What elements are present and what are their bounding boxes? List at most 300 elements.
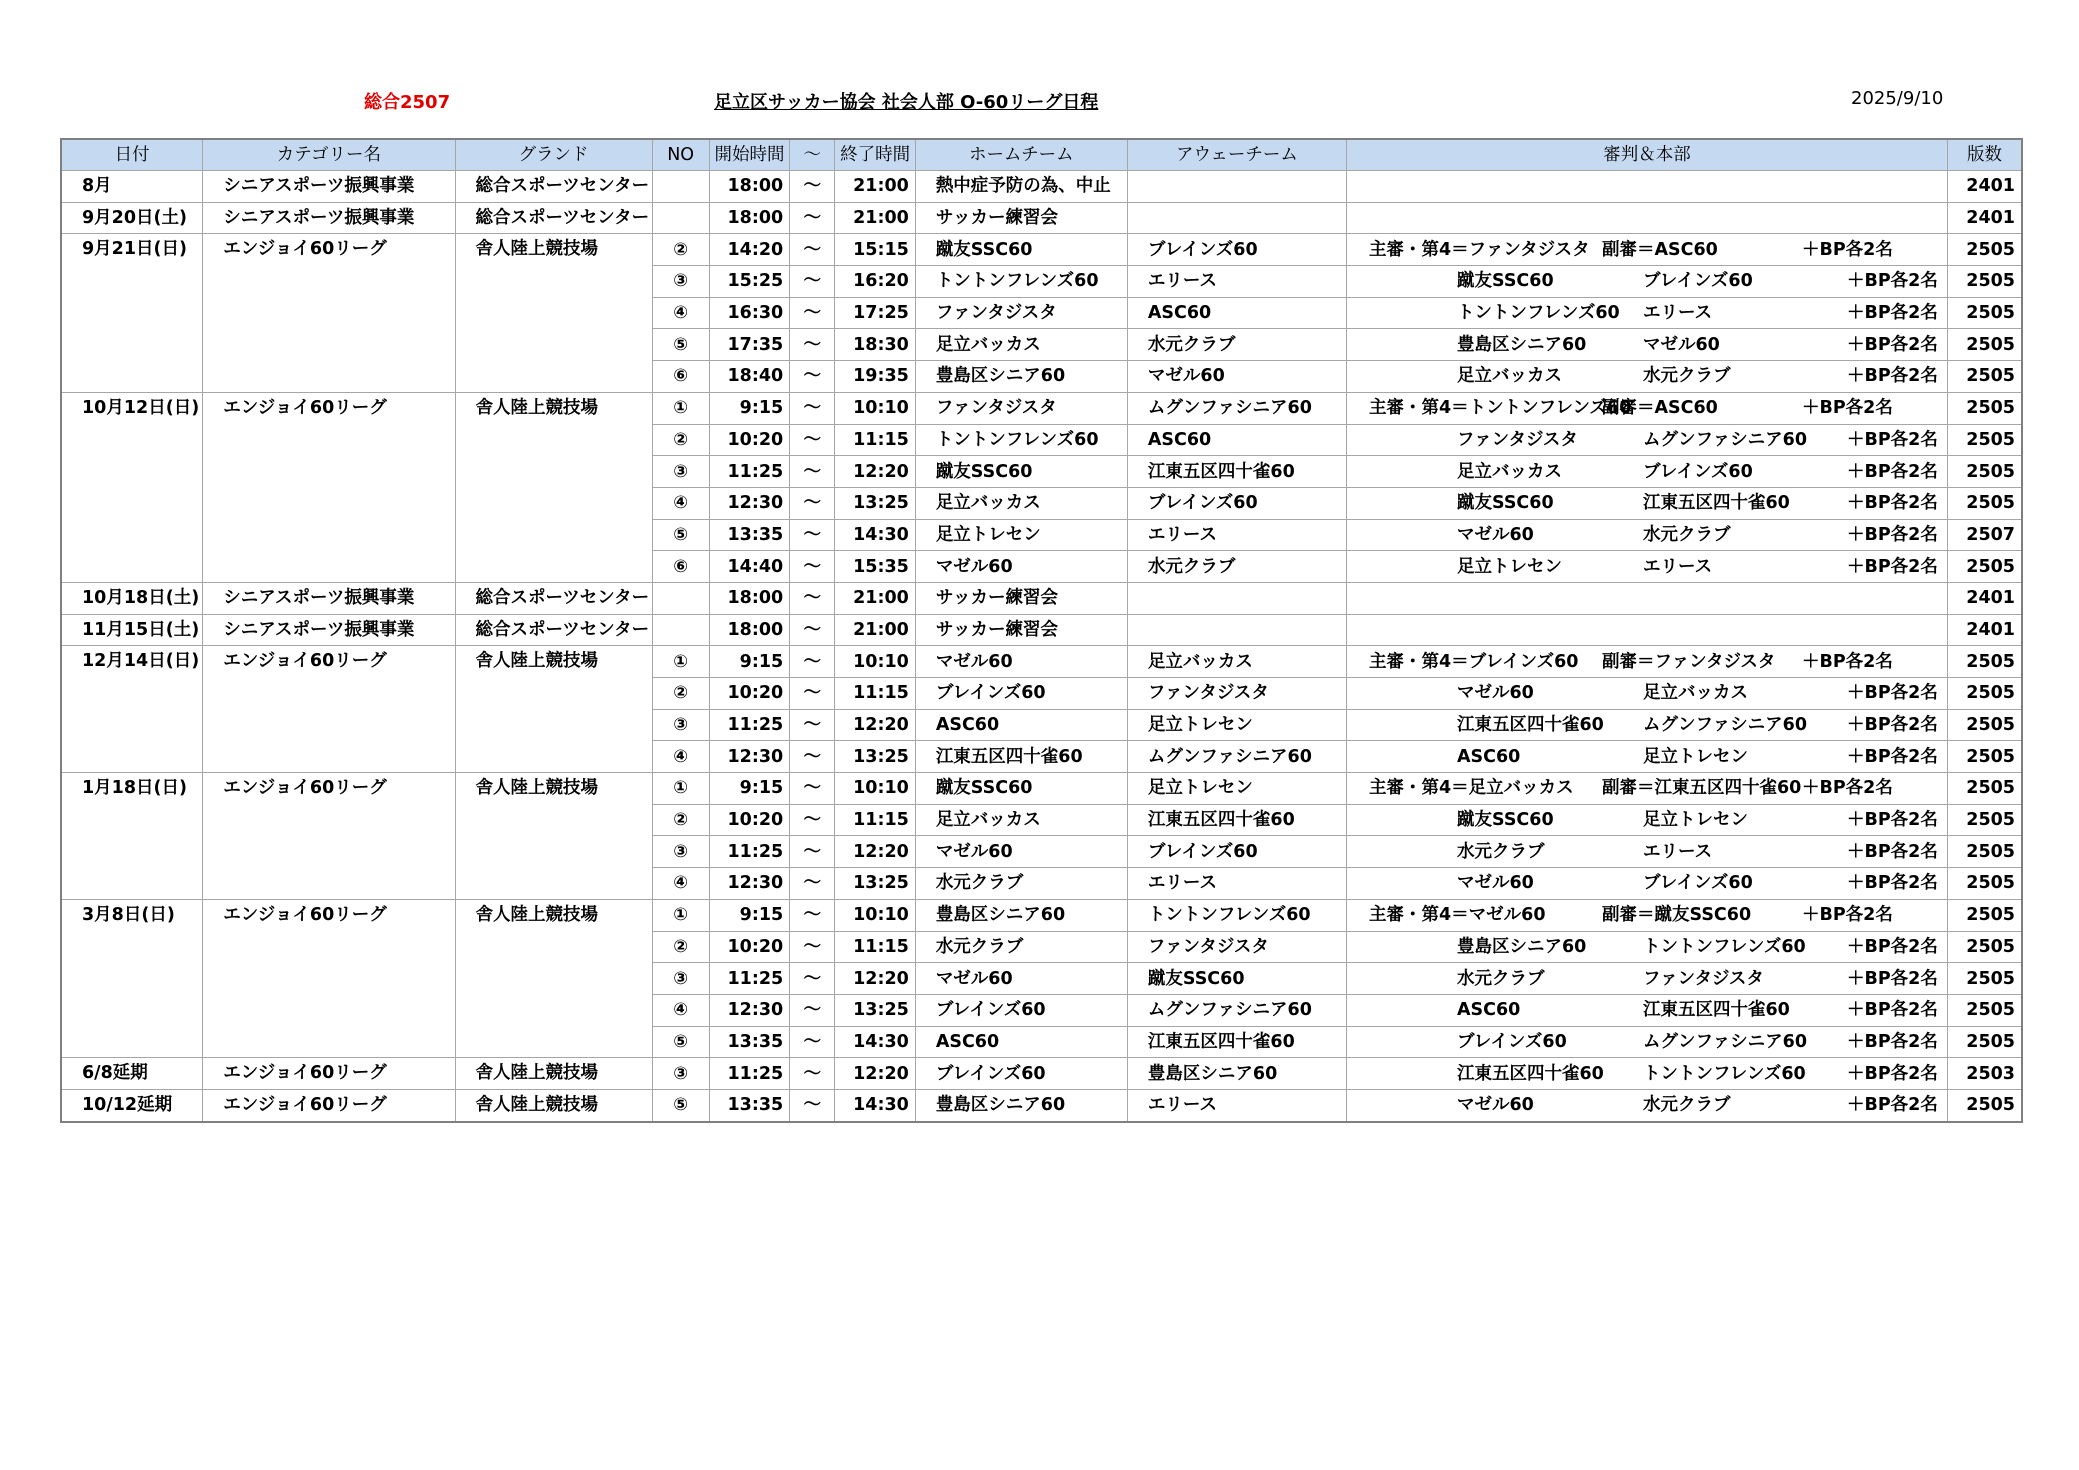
ground-cell: 舎人陸上競技場 (455, 1089, 652, 1121)
referee-sub: 副審＝蹴友SSC60 (1602, 905, 1752, 926)
version-cell: 2507 (1948, 519, 2022, 551)
home-team-cell: 豊島区シニア60 (915, 899, 1127, 931)
referee-cell (1347, 202, 1948, 234)
time-sep-cell: ～ (790, 266, 835, 298)
referee-bp: ＋BP各2名 (1847, 841, 1938, 862)
match-no-cell: ② (652, 424, 709, 456)
referee-bp: ＋BP各2名 (1847, 715, 1938, 736)
referee-sub: エリース (1643, 841, 1713, 862)
referee-cell (1347, 582, 1948, 614)
version-cell: 2505 (1948, 1026, 2022, 1058)
end-time-cell: 12:20 (835, 963, 915, 995)
start-time-cell: 12:30 (709, 868, 789, 900)
referee-bp: ＋BP各2名 (1802, 239, 1893, 260)
referee-cell (1347, 551, 1948, 583)
time-sep-cell: ～ (790, 963, 835, 995)
start-time-cell: 18:00 (709, 582, 789, 614)
end-time-cell: 10:10 (835, 646, 915, 678)
time-sep-cell: ～ (790, 931, 835, 963)
match-no-cell: ⑤ (652, 1026, 709, 1058)
time-sep-cell: ～ (790, 899, 835, 931)
match-no-cell: ⑤ (652, 1089, 709, 1121)
home-team-cell: 足立バッカス (915, 804, 1127, 836)
time-sep-cell: ～ (790, 487, 835, 519)
referee-bp: ＋BP各2名 (1847, 1031, 1938, 1052)
version-cell: 2505 (1948, 709, 2022, 741)
away-team-cell: ムグンファシニア60 (1127, 392, 1346, 424)
referee-assignment (1347, 615, 1947, 645)
referee-bp: ＋BP各2名 (1847, 683, 1938, 704)
start-time-cell: 10:20 (709, 424, 789, 456)
end-time-cell: 13:25 (835, 868, 915, 900)
referee-main: 主審・第4＝ファンタジスタ (1369, 239, 1590, 260)
referee-main: マゼル60 (1457, 1095, 1534, 1116)
referee-main: 主審・第4＝トントンフレンズ60 (1369, 398, 1632, 419)
date-cell: 10/12延期 (61, 1089, 203, 1121)
table-row (61, 646, 2022, 678)
referee-main: ASC60 (1457, 1000, 1521, 1021)
version-cell: 2401 (1948, 171, 2022, 203)
end-time-cell: 15:15 (835, 234, 915, 266)
end-time-cell: 14:30 (835, 1089, 915, 1121)
home-team-cell: ブレインズ60 (915, 678, 1127, 710)
referee-assignment (1347, 678, 1947, 708)
match-no-cell (652, 171, 709, 203)
referee-sub: ムグンファシニア60 (1643, 715, 1808, 736)
referee-assignment (1347, 298, 1947, 328)
time-sep-cell: ～ (790, 773, 835, 805)
col-header-date: 日付 (61, 139, 203, 171)
referee-main: マゼル60 (1457, 524, 1534, 545)
home-team-cell: 足立バッカス (915, 329, 1127, 361)
match-no-cell: ③ (652, 963, 709, 995)
start-time-cell: 10:20 (709, 678, 789, 710)
home-team-cell: 蹴友SSC60 (915, 773, 1127, 805)
end-time-cell: 10:10 (835, 392, 915, 424)
referee-bp: ＋BP各2名 (1847, 524, 1938, 545)
end-time-cell: 21:00 (835, 171, 915, 203)
ground-cell: 舎人陸上競技場 (455, 234, 652, 392)
start-time-cell: 18:40 (709, 361, 789, 393)
away-team-cell: 水元クラブ (1127, 551, 1346, 583)
referee-main: マゼル60 (1457, 873, 1534, 894)
away-team-cell: マゼル60 (1127, 361, 1346, 393)
version-cell: 2505 (1948, 487, 2022, 519)
end-time-cell: 12:20 (835, 836, 915, 868)
time-sep-cell: ～ (790, 678, 835, 710)
referee-assignment (1347, 235, 1947, 265)
start-time-cell: 14:40 (709, 551, 789, 583)
table-row (61, 171, 2022, 203)
match-no-cell: ⑥ (652, 551, 709, 583)
referee-main: マゼル60 (1457, 683, 1534, 704)
referee-bp: ＋BP各2名 (1847, 968, 1938, 989)
time-sep-cell: ～ (790, 614, 835, 646)
referee-assignment (1347, 552, 1947, 582)
version-cell: 2505 (1948, 551, 2022, 583)
referee-main: 豊島区シニア60 (1457, 936, 1587, 957)
end-time-cell: 11:15 (835, 804, 915, 836)
referee-main: ファンタジスタ (1457, 429, 1578, 450)
away-team-cell: 江東五区四十雀60 (1127, 1026, 1346, 1058)
home-team-cell: トントンフレンズ60 (915, 424, 1127, 456)
referee-sub: 水元クラブ (1643, 366, 1731, 387)
version-cell: 2505 (1948, 392, 2022, 424)
time-sep-cell: ～ (790, 361, 835, 393)
referee-sub: 副審＝江東五区四十雀60 (1602, 778, 1802, 799)
away-team-cell: 足立トレセン (1127, 709, 1346, 741)
away-team-cell: トントンフレンズ60 (1127, 899, 1346, 931)
start-time-cell: 12:30 (709, 741, 789, 773)
ground-cell: 舎人陸上競技場 (455, 773, 652, 900)
col-header-home: ホームチーム (915, 139, 1127, 171)
referee-assignment (1347, 1090, 1947, 1120)
away-team-cell: 足立バッカス (1127, 646, 1346, 678)
end-time-cell: 10:10 (835, 773, 915, 805)
start-time-cell: 11:25 (709, 709, 789, 741)
start-time-cell: 15:25 (709, 266, 789, 298)
referee-assignment (1347, 1027, 1947, 1057)
away-team-cell: 豊島区シニア60 (1127, 1058, 1346, 1090)
version-cell: 2505 (1948, 297, 2022, 329)
referee-sub: ムグンファシニア60 (1643, 1031, 1808, 1052)
match-no-cell: ① (652, 899, 709, 931)
end-time-cell: 16:20 (835, 266, 915, 298)
away-team-cell: ムグンファシニア60 (1127, 994, 1346, 1026)
referee-assignment (1347, 647, 1947, 677)
time-sep-cell: ～ (790, 646, 835, 678)
referee-sub: エリース (1643, 556, 1713, 577)
start-time-cell: 17:35 (709, 329, 789, 361)
version-cell: 2505 (1948, 646, 2022, 678)
referee-assignment (1347, 742, 1947, 772)
referee-cell (1347, 519, 1948, 551)
referee-sub: エリース (1643, 303, 1713, 324)
referee-cell (1347, 392, 1948, 424)
table-row (61, 392, 2022, 424)
referee-cell (1347, 994, 1948, 1026)
end-time-cell: 13:25 (835, 994, 915, 1026)
referee-main: 足立バッカス (1457, 461, 1562, 482)
home-team-cell: ファンタジスタ (915, 392, 1127, 424)
referee-assignment (1347, 900, 1947, 930)
time-sep-cell: ～ (790, 804, 835, 836)
time-sep-cell: ～ (790, 392, 835, 424)
time-sep-cell: ～ (790, 868, 835, 900)
version-cell: 2505 (1948, 773, 2022, 805)
match-no-cell: ③ (652, 266, 709, 298)
away-team-cell: ASC60 (1127, 424, 1346, 456)
referee-cell (1347, 1089, 1948, 1121)
start-time-cell: 10:20 (709, 804, 789, 836)
end-time-cell: 13:25 (835, 487, 915, 519)
away-team-cell (1127, 614, 1346, 646)
home-team-cell: 江東五区四十雀60 (915, 741, 1127, 773)
referee-bp: ＋BP各2名 (1847, 746, 1938, 767)
referee-main: 豊島区シニア60 (1457, 334, 1587, 355)
referee-cell (1347, 234, 1948, 266)
referee-bp: ＋BP各2名 (1847, 873, 1938, 894)
category-cell: エンジョイ60リーグ (203, 646, 455, 773)
referee-assignment (1347, 488, 1947, 518)
referee-bp: ＋BP各2名 (1847, 271, 1938, 292)
category-cell: シニアスポーツ振興事業 (203, 202, 455, 234)
referee-sub: 水元クラブ (1643, 524, 1731, 545)
referee-assignment (1347, 995, 1947, 1025)
match-no-cell: ④ (652, 868, 709, 900)
ground-cell: 総合スポーツセンター (455, 202, 652, 234)
referee-assignment (1347, 583, 1947, 613)
match-no-cell: ④ (652, 741, 709, 773)
end-time-cell: 18:30 (835, 329, 915, 361)
home-team-cell: 足立バッカス (915, 487, 1127, 519)
away-team-cell: 江東五区四十雀60 (1127, 456, 1346, 488)
referee-sub: 足立トレセン (1643, 746, 1748, 767)
referee-main: トントンフレンズ60 (1457, 303, 1620, 324)
version-cell: 2505 (1948, 868, 2022, 900)
away-team-cell: 江東五区四十雀60 (1127, 804, 1346, 836)
end-time-cell: 14:30 (835, 519, 915, 551)
start-time-cell: 18:00 (709, 202, 789, 234)
start-time-cell: 11:25 (709, 836, 789, 868)
ground-cell: 舎人陸上競技場 (455, 392, 652, 582)
time-sep-cell: ～ (790, 424, 835, 456)
referee-sub: ブレインズ60 (1643, 271, 1753, 292)
match-no-cell: ③ (652, 1058, 709, 1090)
referee-bp: ＋BP各2名 (1847, 556, 1938, 577)
version-cell: 2505 (1948, 931, 2022, 963)
referee-bp: ＋BP各2名 (1802, 398, 1893, 419)
referee-bp: ＋BP各2名 (1847, 429, 1938, 450)
referee-sub: 足立バッカス (1643, 683, 1748, 704)
referee-bp: ＋BP各2名 (1847, 810, 1938, 831)
date-cell: 1月18日(日) (61, 773, 203, 900)
match-no-cell: ③ (652, 456, 709, 488)
referee-sub: 副審＝ASC60 (1602, 398, 1718, 419)
start-time-cell: 11:25 (709, 1058, 789, 1090)
date-cell: 3月8日(日) (61, 899, 203, 1057)
home-team-cell: 足立トレセン (915, 519, 1127, 551)
referee-sub: ファンタジスタ (1643, 968, 1764, 989)
home-team-cell: マゼル60 (915, 646, 1127, 678)
category-cell: シニアスポーツ振興事業 (203, 582, 455, 614)
referee-assignment (1347, 203, 1947, 233)
referee-sub: 水元クラブ (1643, 1095, 1731, 1116)
referee-sub: トントンフレンズ60 (1643, 1063, 1806, 1084)
referee-assignment (1347, 710, 1947, 740)
document-date: 2025/9/10 (1851, 88, 1944, 109)
referee-cell (1347, 614, 1948, 646)
end-time-cell: 17:25 (835, 297, 915, 329)
document-title: 足立区サッカー協会 社会人部 O-60リーグ日程 (714, 92, 1099, 113)
col-header-away: アウェーチーム (1127, 139, 1346, 171)
referee-main: 主審・第4＝マゼル60 (1369, 905, 1546, 926)
home-team-cell: 豊島区シニア60 (915, 1089, 1127, 1121)
start-time-cell: 12:30 (709, 487, 789, 519)
referee-assignment (1347, 457, 1947, 487)
version-cell: 2505 (1948, 1089, 2022, 1121)
time-sep-cell: ～ (790, 329, 835, 361)
away-team-cell: ASC60 (1127, 297, 1346, 329)
version-cell: 2505 (1948, 741, 2022, 773)
home-team-cell: サッカー練習会 (915, 614, 1127, 646)
end-time-cell: 12:20 (835, 709, 915, 741)
date-cell: 8月 (61, 171, 203, 203)
referee-sub: 副審＝ファンタジスタ (1602, 651, 1776, 672)
match-no-cell: ② (652, 931, 709, 963)
time-sep-cell: ～ (790, 551, 835, 583)
home-team-cell: マゼル60 (915, 551, 1127, 583)
away-team-cell: エリース (1127, 519, 1346, 551)
ground-cell: 舎人陸上競技場 (455, 646, 652, 773)
referee-sub: マゼル60 (1643, 334, 1720, 355)
time-sep-cell: ～ (790, 297, 835, 329)
date-cell: 10月12日(日) (61, 392, 203, 582)
referee-cell (1347, 963, 1948, 995)
time-sep-cell: ～ (790, 1089, 835, 1121)
col-header-sep: ～ (790, 139, 835, 171)
schedule-table (60, 138, 2023, 1123)
table-row (61, 773, 2022, 805)
home-team-cell: マゼル60 (915, 963, 1127, 995)
time-sep-cell: ～ (790, 519, 835, 551)
home-team-cell: ブレインズ60 (915, 1058, 1127, 1090)
referee-main: 蹴友SSC60 (1457, 810, 1554, 831)
date-cell: 10月18日(土) (61, 582, 203, 614)
referee-bp: ＋BP各2名 (1847, 1095, 1938, 1116)
referee-main: 蹴友SSC60 (1457, 493, 1554, 514)
referee-sub: 副審＝ASC60 (1602, 239, 1718, 260)
end-time-cell: 15:35 (835, 551, 915, 583)
match-no-cell: ④ (652, 297, 709, 329)
referee-cell (1347, 1058, 1948, 1090)
referee-sub: 足立トレセン (1643, 810, 1748, 831)
col-header-start: 開始時間 (709, 139, 789, 171)
version-cell: 2505 (1948, 266, 2022, 298)
referee-main: ASC60 (1457, 746, 1521, 767)
category-cell: エンジョイ60リーグ (203, 1058, 455, 1090)
ground-cell: 総合スポーツセンター (455, 171, 652, 203)
away-team-cell: ファンタジスタ (1127, 678, 1346, 710)
version-cell: 2505 (1948, 234, 2022, 266)
ground-cell: 舎人陸上競技場 (455, 899, 652, 1057)
referee-sub: 江東五区四十雀60 (1643, 493, 1790, 514)
referee-cell (1347, 487, 1948, 519)
time-sep-cell: ～ (790, 1058, 835, 1090)
schedule-body (61, 171, 2022, 1122)
referee-bp: ＋BP各2名 (1847, 1063, 1938, 1084)
away-team-cell: 蹴友SSC60 (1127, 963, 1346, 995)
away-team-cell: エリース (1127, 868, 1346, 900)
home-team-cell: 豊島区シニア60 (915, 361, 1127, 393)
referee-assignment (1347, 964, 1947, 994)
version-cell: 2505 (1948, 329, 2022, 361)
table-row (61, 202, 2022, 234)
table-row (61, 1058, 2022, 1090)
referee-bp: ＋BP各2名 (1847, 366, 1938, 387)
start-time-cell: 13:35 (709, 1026, 789, 1058)
referee-main: 蹴友SSC60 (1457, 271, 1554, 292)
category-cell: エンジョイ60リーグ (203, 773, 455, 900)
version-cell: 2505 (1948, 994, 2022, 1026)
match-no-cell: ② (652, 678, 709, 710)
away-team-cell: ムグンファシニア60 (1127, 741, 1346, 773)
match-no-cell: ② (652, 804, 709, 836)
time-sep-cell: ～ (790, 171, 835, 203)
away-team-cell: ブレインズ60 (1127, 234, 1346, 266)
table-row (61, 614, 2022, 646)
referee-assignment (1347, 171, 1947, 201)
home-team-cell: ファンタジスタ (915, 297, 1127, 329)
away-team-cell (1127, 582, 1346, 614)
version-cell: 2505 (1948, 836, 2022, 868)
referee-assignment (1347, 361, 1947, 391)
version-cell: 2505 (1948, 456, 2022, 488)
referee-cell (1347, 266, 1948, 298)
end-time-cell: 21:00 (835, 582, 915, 614)
away-team-cell (1127, 202, 1346, 234)
start-time-cell: 9:15 (709, 899, 789, 931)
header-row (61, 139, 2022, 171)
time-sep-cell: ～ (790, 234, 835, 266)
match-no-cell: ② (652, 234, 709, 266)
referee-sub: ムグンファシニア60 (1643, 429, 1808, 450)
referee-cell (1347, 171, 1948, 203)
version-cell: 2505 (1948, 361, 2022, 393)
referee-main: 足立バッカス (1457, 366, 1562, 387)
referee-assignment (1347, 425, 1947, 455)
ground-cell: 総合スポーツセンター (455, 582, 652, 614)
end-time-cell: 21:00 (835, 614, 915, 646)
referee-assignment (1347, 932, 1947, 962)
referee-assignment (1347, 330, 1947, 360)
away-team-cell (1127, 171, 1346, 203)
end-time-cell: 11:15 (835, 931, 915, 963)
time-sep-cell: ～ (790, 709, 835, 741)
end-time-cell: 12:20 (835, 1058, 915, 1090)
away-team-cell: ファンタジスタ (1127, 931, 1346, 963)
referee-cell (1347, 1026, 1948, 1058)
start-time-cell: 13:35 (709, 519, 789, 551)
end-time-cell: 12:20 (835, 456, 915, 488)
home-team-cell: ブレインズ60 (915, 994, 1127, 1026)
referee-sub: ブレインズ60 (1643, 461, 1753, 482)
date-cell: 9月21日(日) (61, 234, 203, 392)
start-time-cell: 9:15 (709, 392, 789, 424)
table-row (61, 1089, 2022, 1121)
referee-main: ブレインズ60 (1457, 1031, 1567, 1052)
referee-assignment (1347, 773, 1947, 803)
home-team-cell: サッカー練習会 (915, 582, 1127, 614)
document-code: 総合2507 (364, 92, 451, 113)
home-team-cell: 蹴友SSC60 (915, 234, 1127, 266)
referee-assignment (1347, 868, 1947, 898)
table-row (61, 582, 2022, 614)
referee-main: 水元クラブ (1457, 841, 1545, 862)
referee-cell (1347, 709, 1948, 741)
col-header-category: カテゴリー名 (203, 139, 455, 171)
category-cell: エンジョイ60リーグ (203, 234, 455, 392)
start-time-cell: 12:30 (709, 994, 789, 1026)
referee-bp: ＋BP各2名 (1847, 936, 1938, 957)
time-sep-cell: ～ (790, 741, 835, 773)
version-cell: 2505 (1948, 424, 2022, 456)
time-sep-cell: ～ (790, 582, 835, 614)
away-team-cell: ブレインズ60 (1127, 487, 1346, 519)
referee-bp: ＋BP各2名 (1847, 334, 1938, 355)
version-cell: 2401 (1948, 202, 2022, 234)
referee-bp: ＋BP各2名 (1847, 303, 1938, 324)
